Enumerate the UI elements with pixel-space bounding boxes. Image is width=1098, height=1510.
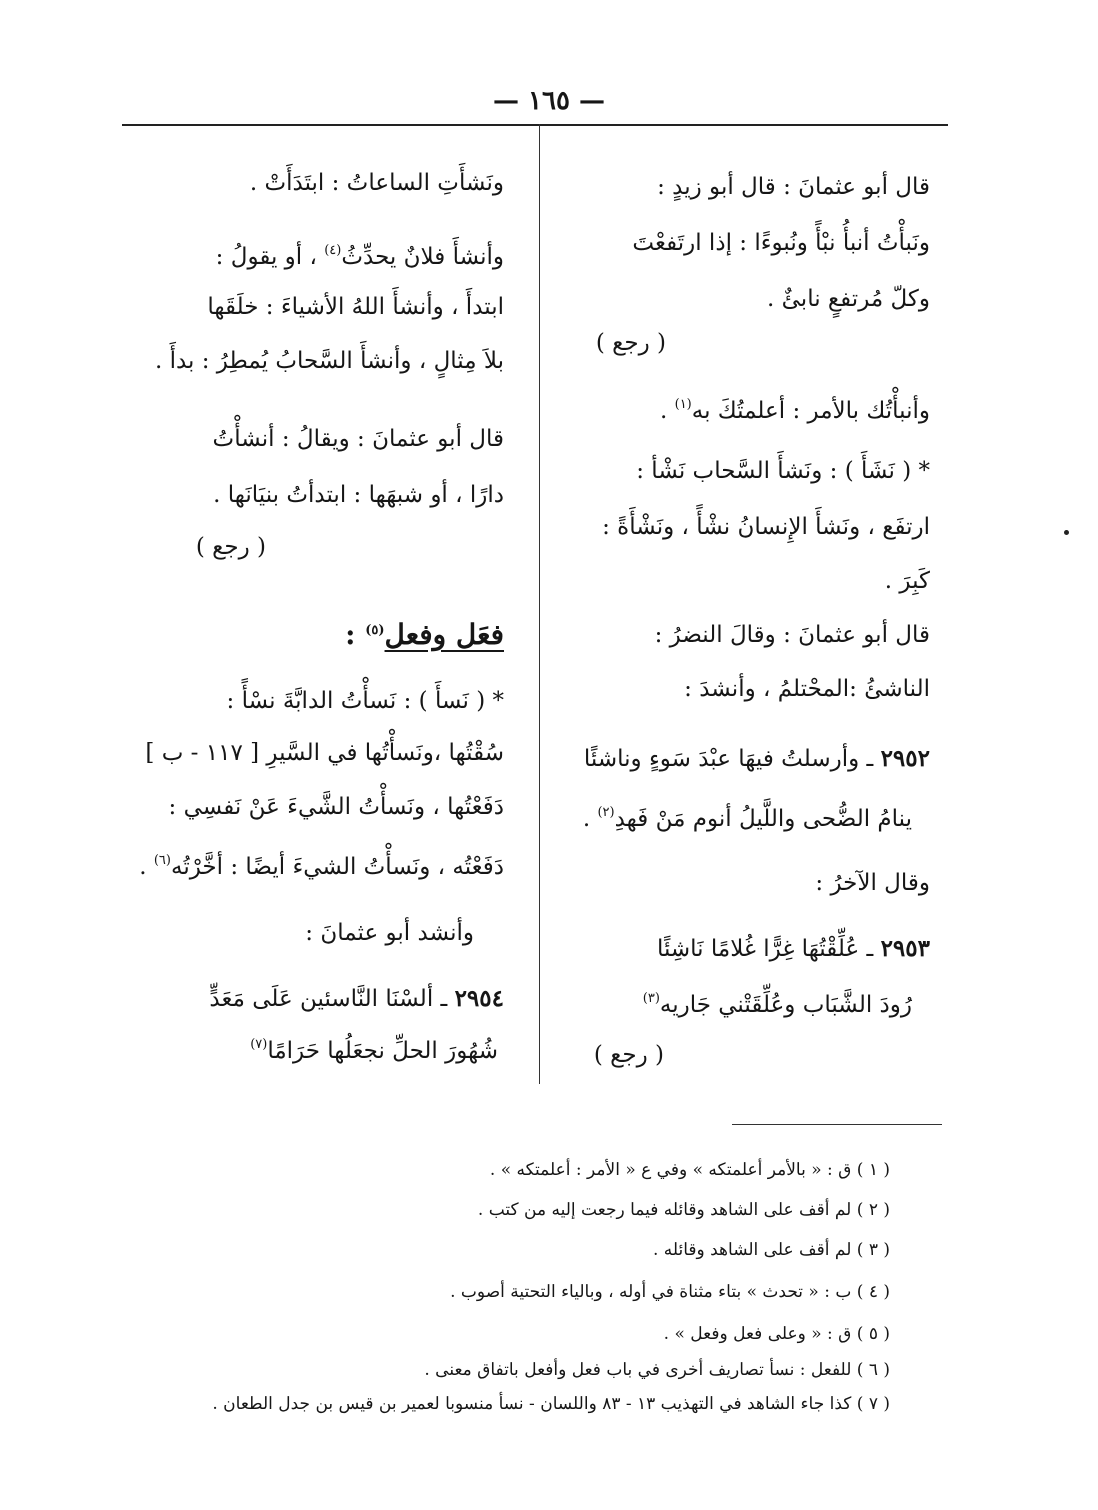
footnote-ref: (٦) [153,853,171,868]
text-line: قال أبو عثمانَ : قال أبو زيدٍ : [657,174,930,200]
footnote-ref: (٥) [365,623,385,638]
footnote-ref: (٧) [250,1037,268,1052]
entry-line: * ( نَسأَ ) : نَسأْتُ الدابَّةَ نسْأً : [226,688,504,714]
margin-dot [1064,530,1069,535]
verse-line: ٢٩٥٣ ـ عُلِّقْتُهَا غِرًّا غُلامًا نَاشِئًا [656,935,930,962]
footnote: ( ٦ ) للفعل : نسأ تصاريف أخرى في باب فعل وأفعل باتفاق معنى . [424,1360,890,1380]
section-heading: فعَل وفعل$^{(٥)}$ : [345,618,504,651]
text-line: وقال الآخرُ : [815,870,930,896]
return-mark: ( رجع ) [595,330,666,356]
text-line: ونَبأْتُ أنبأُ نبْأً ونُبوءًا : إذا ارتَفعْتَ [632,230,930,256]
footnote-rule [732,1124,942,1125]
text-line: دَفَعْتُه ، ونَسأْتُ الشيءَ أيضًا : أخَّرْتُه$^{(٦)}$ . [139,853,504,880]
footnote: ( ٢ ) لم أقف على الشاهد وقائله فيما رجعت إليه من كتب . [477,1200,890,1220]
text-line: دارًا ، أو شبهَها : ابتدأتُ بنيَانَها . [213,482,504,508]
text-line: قال أبو عثمانَ : ويقالُ : أنشأْتُ [212,426,504,452]
text-line: ابتدأَ ، وأنشأَ اللهُ الأشياءَ : خلَقَها [207,294,504,320]
footnote: ( ٧ ) كذا جاء الشاهد في التهذيب ١٣ - ٨٣ واللسان - نسأ منسوبا لعمير بن قيس بن جدل الطعان . [212,1394,890,1414]
verse-line: ٢٩٥٤ ـ ألسْنَا النَّاسئين عَلَى مَعَدٍّ [209,985,504,1012]
text-line: دَفَعْتُها ، ونَسأْتُ الشَّيءَ عَنْ نَفسِي : [168,794,504,820]
footnote: ( ٤ ) ب : « تحدث » بتاء مثناة في أوله ، وبالياء التحتية أصوب . [450,1282,890,1302]
verse-line: ينامُ الضُّحى واللَّيلُ أنوم مَنْ فَهدِ$^{(٢)}$ . [582,805,912,832]
text-line: سُقْتُها ،ونَسأْتُها في السَّيرِ [ ١١٧ - ب ] [145,740,504,766]
footnote: ( ٣ ) لم أقف على الشاهد وقائله . [652,1240,890,1260]
text-line: وأنشأَ فلانٌ يحدِّثُ$^{(٤)}$ ، أو يقولُ : [215,243,504,270]
verse-line: ٢٩٥٢ ـ وأرسلتُ فيهَا عبْدَ سَوءٍ وناشئًا [583,745,930,772]
verse-number: ٢٩٥٤ [454,985,504,1012]
page-number: — ١٦٥ — [492,86,606,116]
text-line: وأنبأْتُك بالأمر : أعلمتُكَ به$^{(١)}$ . [659,397,930,424]
footnote-ref: (٢) [597,805,615,820]
text-line: قال أبو عثمانَ : وقالَ النضرُ : [654,622,930,648]
header-rule [122,124,948,126]
footnote: ( ٥ ) ق : « وعلى فعل وفعل » . [663,1324,890,1344]
text-line: وأنشد أبو عثمانَ : [305,920,474,946]
footnote-ref: (٤) [324,243,342,258]
entry-line: * ( نَشَأَ ) : ونَشأَ السَّحاب نَشْأ : [636,458,930,484]
text-line: كَبِرَ . [884,568,930,594]
footnote-ref: (١) [674,397,692,412]
footnote: ( ١ ) ق : « بالأمر أعلمتكه » وفي ع « الأمر : أعلمتكه » . [489,1160,890,1180]
text-line: بلاَ مِثالٍ ، وأنشأَ السَّحابُ يُمطِرُ : بدأَ . [154,348,504,374]
text-line: وكلّ مُرتفعٍ نابئٌ . [767,286,930,312]
column-divider [539,124,540,1084]
verse-number: ٢٩٥٢ [880,745,930,772]
text-line: ارتفَع ، ونَشأَ الإِنسانُ نشْأً ، ونَشْأَةً : [602,514,930,540]
return-mark: ( رجع ) [195,534,266,560]
return-mark: ( رجع ) [593,1042,664,1068]
verse-line: شُهُورَ الحلِّ نجعَلُها حَرَامًا$^{(٧)}$ [250,1037,498,1064]
verse-number: ٢٩٥٣ [880,935,930,962]
text-line: ونَشأَتِ الساعاتُ : ابتَدَأَتْ . [249,170,504,196]
footnote-ref: (٣) [642,991,660,1006]
text-line: الناشئُ :المحْتلمُ ، وأنشدَ : [684,676,930,702]
verse-line: رُودَ الشَّبَاب وعُلِّقَتْني جَاريه$^{(٣)}$ [642,991,912,1018]
